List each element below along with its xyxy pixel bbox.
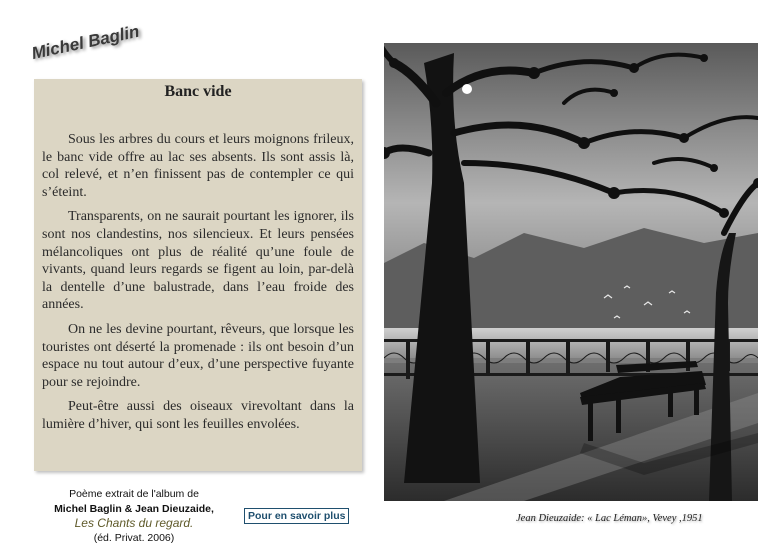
poem-paragraph: Peut-être aussi des oiseaux virevoltant dans la lumière d’hiver, qui sont les feuilles envolées. bbox=[42, 399, 354, 432]
album-title: Les Chants du regard. bbox=[74, 516, 194, 530]
photo-credit: Jean Dieuzaide: « Lac Léman», Vevey ,1951 bbox=[516, 513, 703, 524]
more-info-link[interactable]: Pour en savoir plus bbox=[244, 508, 349, 524]
poem-paragraph: On ne les devine pourtant, rêveurs, que lorsque les touristes ont déserté la promenade : ils ont besoin d’un espace nu tout autour d’eux, d’une perspective fuyante pour se rejoindre. bbox=[42, 321, 354, 390]
album-note-intro: Poème extrait de l'album de bbox=[69, 488, 199, 500]
album-authors: Michel Baglin & Jean Dieuzaide, bbox=[54, 502, 214, 515]
album-note bbox=[20, 487, 248, 545]
author-tag: Michel Baglin bbox=[29, 21, 141, 64]
poem-paragraph: Transparents, on ne saurait pourtant les ignorer, ils sont nos clandestins, nos silencieux. Et leurs pensées mélancoliques ont plus de réalité qu’une foule de vivants, quand leurs regards se figent au loin, par-delà la dentelle d’une balustrade, dans l’eau froide des années. bbox=[42, 209, 354, 313]
poem-paragraph: Sous les arbres du cours et leurs moignons frileux, le banc vide offre au lac ses absents. Ils sont assis là, col relevé, et n’en finissent pas de contempler ce qui s’éteint. bbox=[42, 132, 354, 200]
poem-box bbox=[34, 79, 362, 471]
poem-body bbox=[42, 131, 354, 441]
lake-photo bbox=[384, 43, 758, 501]
poem-title: Banc vide bbox=[164, 83, 232, 100]
album-publisher: (éd. Privat. 2006) bbox=[93, 531, 175, 544]
